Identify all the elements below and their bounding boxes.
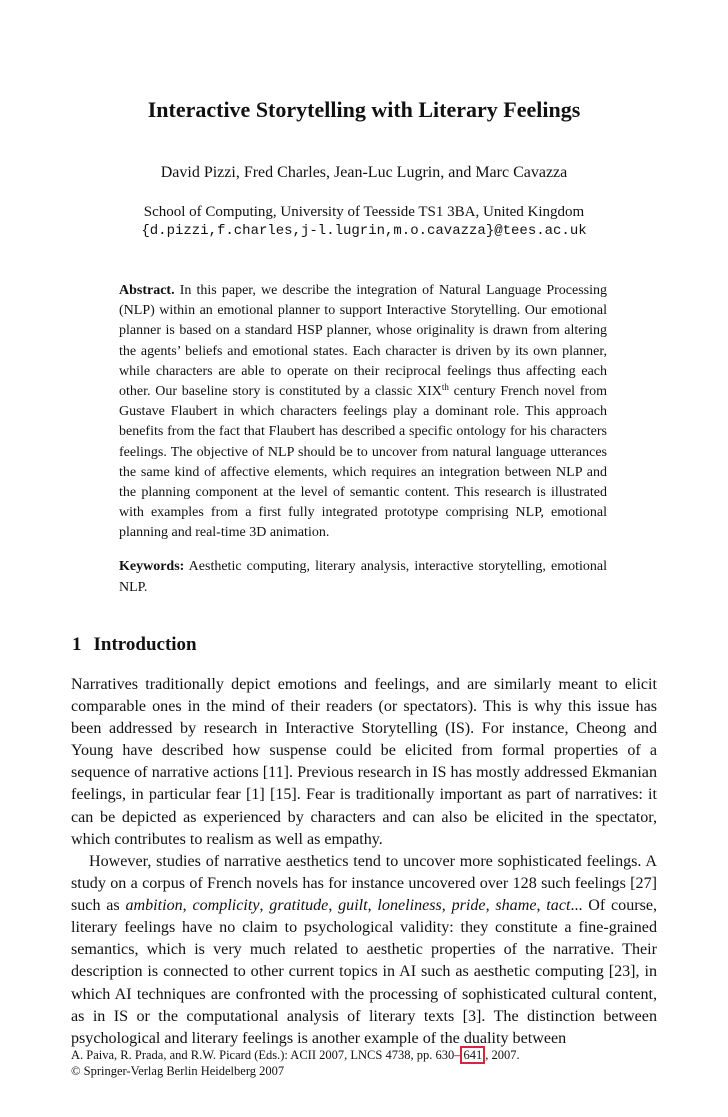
highlighted-page-number: 641 xyxy=(460,1046,485,1064)
author-emails: {d.pizzi,f.charles,j-l.lugrin,m.o.cavazza}@tees.ac.uk xyxy=(141,223,587,239)
feeling-term: complicity xyxy=(192,897,260,915)
intro-paragraph-1: Narratives traditionally depict emotions and feelings, and are similarly meant to elicit comparable ones in the mind of their readers (or spectators). This is why this issue has been addressed by research in Interactive Storytelling (IS). For instance, Cheong and Young have described how suspense could be elicited from formal properties of a sequence of narrative actions [11]. Previous research in IS has mostly addressed Ekmanian feelings, in particular fear [1] [15]. Fear is traditionally important as part of narratives: it can be depicted as experienced by characters and can also be elicited in the spectator, which contributes to realism as well as empathy. xyxy=(71,676,657,848)
feeling-term: ambition xyxy=(125,897,183,915)
feeling-term: gratitude xyxy=(269,897,329,915)
copyright-line: © Springer-Verlag Berlin Heidelberg 2007 xyxy=(71,1064,285,1078)
paper-title: Interactive Storytelling with Literary Feelings xyxy=(147,97,581,122)
abstract xyxy=(119,281,607,544)
feeling-term: pride xyxy=(451,897,486,915)
keywords-text: Aesthetic computing, literary analysis, interactive storytelling, emotional NLP. xyxy=(119,559,607,595)
abstract-superscript: th xyxy=(441,382,449,393)
affiliation: School of Computing, University of Teesside TS1 3BA, United Kingdom xyxy=(143,204,585,220)
feeling-term: guilt xyxy=(338,897,368,915)
section-title: Introduction xyxy=(93,634,197,655)
feeling-term: shame xyxy=(495,897,537,915)
citation-line: A. Paiva, R. Prada, and R.W. Picard (Eds.): ACII 2007, LNCS 4738, pp. 630– 641 , 2007. xyxy=(71,1048,520,1062)
page-footer xyxy=(71,1047,657,1079)
abstract-text-part2: century French novel from Gustave Flaubert in which characters feelings play a dominant role. This approach benefits from the fact that Flaubert has described a specific ontology for his characters feelings. The objective of NLP should be to uncover from natural language utterances the same kind of affective elements, which requires an integration between NLP and the planning component at the level of semantic content. This research is illustrated with examples from a first fully integrated prototype comprising NLP, emotional planning and real-time 3D animation. xyxy=(119,384,607,541)
ellipsis: ... xyxy=(570,897,583,915)
abstract-text-part1: In this paper, we describe the integration of Natural Language Processing (NLP) within an emotional planner to support Interactive Storytelling. Our emotional planner is based on a standard HSP planner, whose originality is drawn from altering the agents’ beliefs and emotional states. Each character is driven by its own planner, while characters are able to operate on their reciprocal feelings thus affecting each other. Our baseline story is constituted by a classic XIX xyxy=(119,283,608,400)
author-list: David Pizzi, Fred Charles, Jean-Luc Lugrin, and Marc Cavazza xyxy=(160,164,568,181)
feeling-term: loneliness xyxy=(377,897,442,915)
abstract-label: Abstract. xyxy=(119,283,175,298)
feeling-term: tact xyxy=(546,897,571,915)
paragraph-2-rest: Of course, literary feelings have no claim to psychological validity: they constitute a fine-grained semantics, which is very much related to aesthetic properties of the narrative. Their description is connected to other current topics in AI such as aesthetic computing [23], in which AI techniques are confronted with the processing of sophisticated cultural content, as in IS or the computational analysis of literary texts [3]. The distinction between psychological and literary feelings is another example of the duality between xyxy=(71,897,658,1047)
section-number: 1 xyxy=(72,634,82,655)
intro-paragraph-2: However, studies of narrative aesthetics tend to uncover more sophisticated feelings. A study on a corpus of French novels has for instance uncovered over 128 such feelings [27] such as ambition, complicity, gratitude, guilt, loneliness, pride, shame, tact... Of course, literary feelings have no claim to psychological validity: they constitute a fine-grained semantics, which is very much related to aesthetic properties of the narrative. Their description is connected to other current topics in AI such as aesthetic computing [23], in which AI techniques are confronted with the processing of sophisticated cultural content, as in IS or the computational analysis of literary texts [3]. The distinction between psychological and literary feelings is another example of the duality between xyxy=(71,853,658,1047)
keywords xyxy=(119,557,607,598)
section-heading xyxy=(72,632,197,658)
paragraph-2-intro: However, studies of narrative aesthetics tend to uncover more sophisticated feelings. A study on a corpus of French novels has for instance uncovered over 128 such feelings [27] such as xyxy=(71,853,657,915)
keywords-label: Keywords: xyxy=(119,559,185,574)
